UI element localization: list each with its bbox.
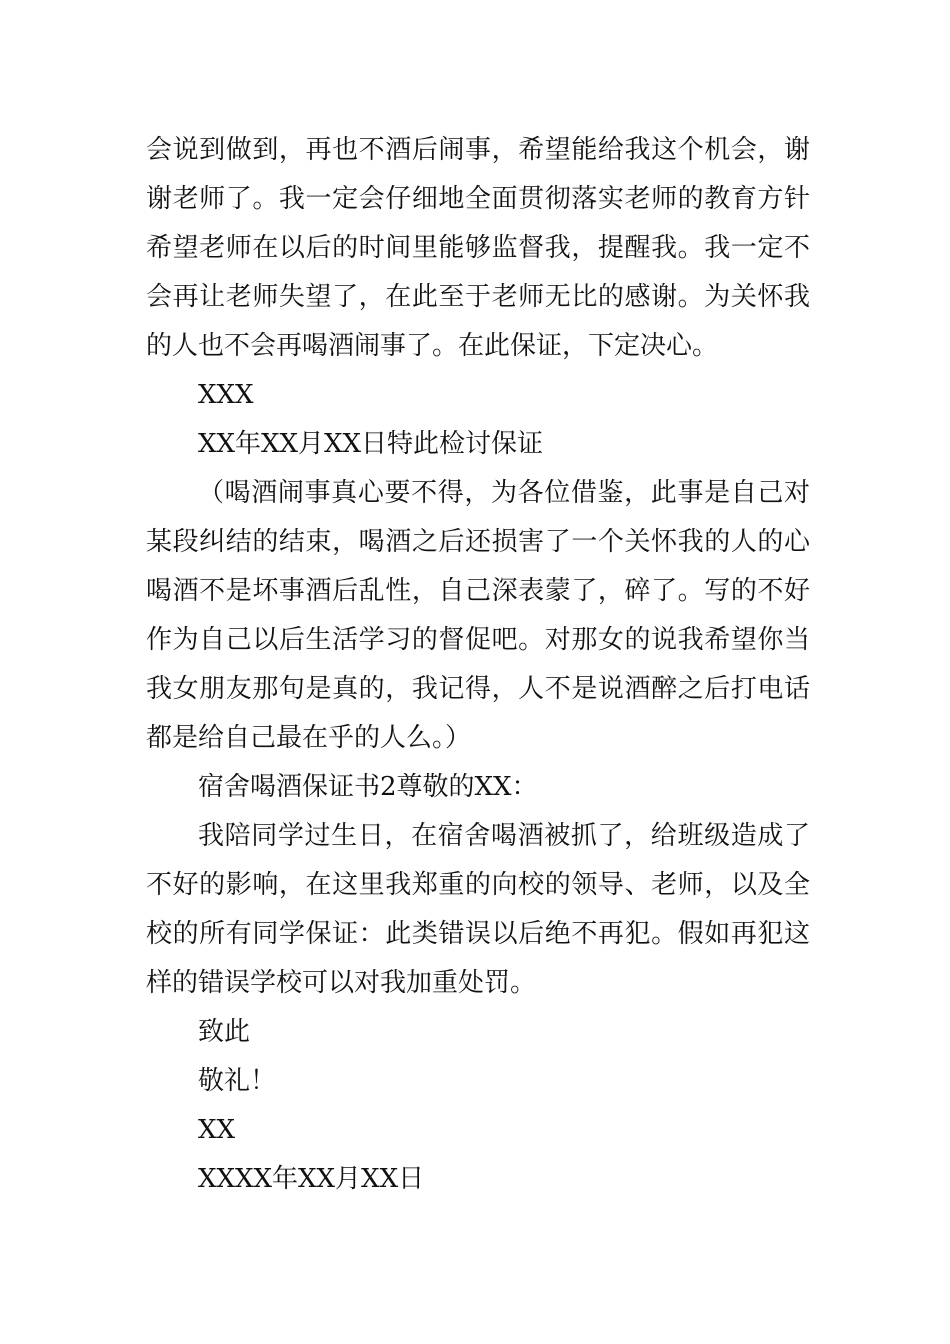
text-line: 会再让老师失望了，在此至于老师无比的感谢。为关怀我 [146,282,810,312]
paragraph-note [146,469,810,763]
text-line: 的人也不会再喝酒闹事了。在此保证，下定决心。 [146,331,719,361]
text-line: 敬礼！ [198,1066,277,1096]
text-line: 致此 [198,1017,251,1047]
text-line: 不好的影响，在这里我郑重的向校的领导、老师，以及全 [146,870,810,900]
text-line: 作为自己以后生活学习的督促吧。对那女的说我希望你当 [146,625,810,655]
section-heading [146,763,810,812]
text-line: 我陪同学过生日，在宿舍喝酒被抓了，给班级造成了 [198,821,810,851]
text-line: XXXX年XX月XX日 [198,1164,425,1194]
text-line: 希望老师在以后的时间里能够监督我，提醒我。我一定不 [146,233,810,263]
signature-date [146,420,810,469]
text-line: 样的错误学校可以对我加重处罚。 [146,968,537,998]
text-line: XX [198,1115,236,1145]
text-line: XX年XX月XX日特此检讨保证 [198,429,544,459]
document-body [146,126,810,1204]
text-line: 谢老师了。我一定会仔细地全面贯彻落实老师的教育方针 [146,184,810,214]
paragraph-continuation [146,126,810,371]
text-line: 都是给自己最在乎的人么。） [146,723,472,753]
text-line: 校的所有同学保证：此类错误以后绝不再犯。假如再犯这 [146,919,810,949]
text-line: 喝酒不是坏事酒后乱性，自己深表蒙了，碎了。写的不好 [146,576,810,606]
text-line: 某段纠结的结束，喝酒之后还损害了一个关怀我的人的心 [146,527,810,557]
paragraph-body [146,812,810,1008]
text-line: 宿舍喝酒保证书2尊敬的XX： [198,772,538,802]
closing-salute [146,1057,810,1106]
text-line: XXX [198,380,254,410]
signature-date [146,1155,810,1204]
text-line: 我女朋友那句是真的，我记得，人不是说酒醉之后打电话 [146,674,810,704]
closing-line [146,1008,810,1057]
signature-name [146,371,810,420]
text-line: （喝酒闹事真心要不得，为各位借鉴，此事是自己对 [198,478,810,508]
signature-name [146,1106,810,1155]
text-line: 会说到做到，再也不酒后闹事，希望能给我这个机会，谢 [146,135,810,165]
